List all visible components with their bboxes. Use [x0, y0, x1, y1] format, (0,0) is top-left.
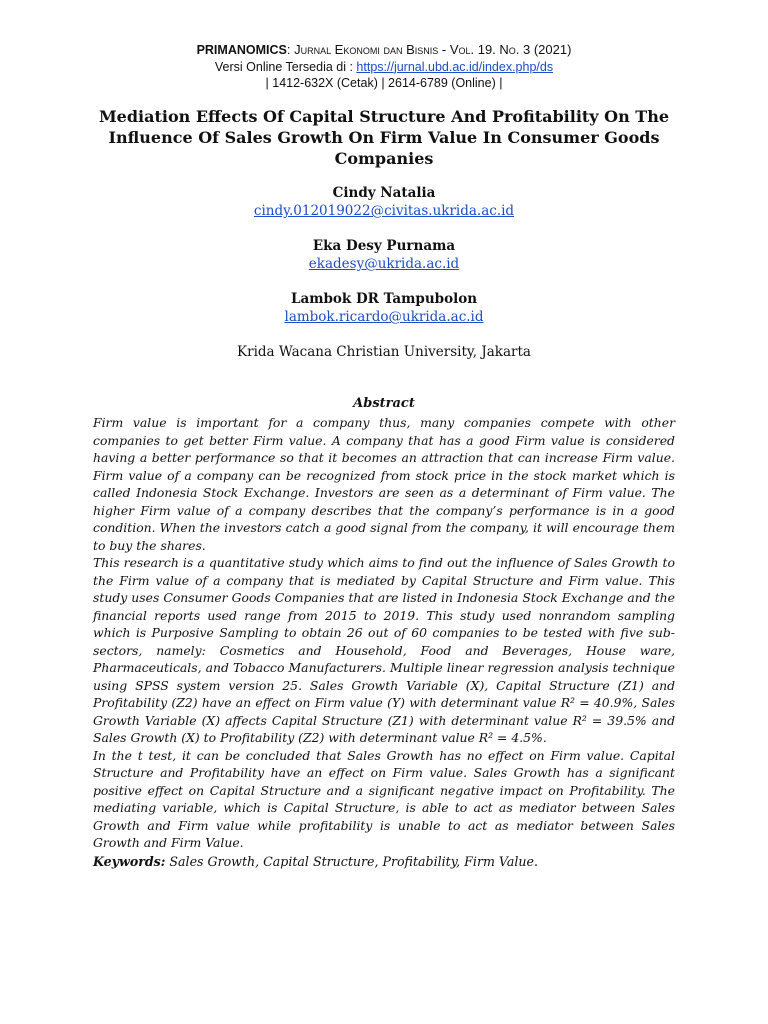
keywords-label: Keywords: — [93, 854, 166, 869]
affiliation: Krida Wacana Christian University, Jakarta — [237, 344, 531, 360]
journal-line — [0, 42, 768, 59]
online-prefix: Versi Online Tersedia di : — [214, 59, 357, 74]
author-name: Lambok DR Tampubolon — [290, 291, 478, 307]
keywords — [93, 854, 675, 869]
journal-url-link[interactable]: https://jurnal.ubd.ac.id/index.php/ds — [356, 59, 554, 74]
author-block — [0, 184, 768, 361]
issn-line: | 1412-632X (Cetak) | 2614-6789 (Online) | — [265, 76, 503, 90]
journal-subtitle: : Jurnal Ekonomi dan Bisnis - Vol. 19. No. 3 (2021) — [286, 42, 572, 57]
abstract-paragraph: This research is a quantitative study which aims to find out the influence of Sales Growth to the Firm value of a company that is mediated by Capital Structure and Firm value. This study uses Consumer Goods Companies that are listed in Indonesia Stock Exchange and the financial reports used range from 2015 to 2019. This study used nonrandom sampling which is Purposive Sampling to obtain 26 out of 60 companies to be tested with five sub-sectors, namely: Cosmetics and Household, Food and Beverages, House ware, Pharmaceuticals, and Tobacco Manufacturers. Multiple linear regression analysis technique using SPSS system version 25. Sales Growth Variable (X), Capital Structure (Z1) and Profitability (Z2) have an effect on Firm value (Y) with determinant value R² = 40.9%, Sales Growth Variable (X) affects Capital Structure (Z1) with determinant value R² = 39.5% and Sales Growth (X) to Profitability (Z2) with determinant value R² = 4.5%. — [93, 555, 675, 745]
journal-name: PRIMANOMICS — [196, 43, 287, 57]
journal-header — [0, 42, 768, 92]
author-email-link[interactable]: ekadesy@ukrida.ac.id — [308, 256, 460, 272]
author-email-link[interactable]: lambok.ricardo@ukrida.ac.id — [284, 309, 484, 325]
author-name: Cindy Natalia — [332, 185, 436, 201]
abstract-heading: Abstract — [353, 396, 415, 411]
paper-title: Mediation Effects Of Capital Structure And Profitability On The Influence Of Sales Growth On Firm Value In Consumer Goods Companies — [98, 107, 670, 168]
author-name: Eka Desy Purnama — [312, 238, 456, 254]
author-email-link[interactable]: cindy.012019022@civitas.ukrida.ac.id — [253, 203, 515, 219]
author-entry — [0, 184, 768, 220]
abstract-paragraph: In the t test, it can be concluded that Sales Growth has no effect on Firm value. Capital Structure and Profitability have an effect on Firm value. Sales Growth has a significant positive effect on Capital Structure and a significant negative impact on Profitability. The mediating variable, which is Capital Structure, is able to act as mediator between Sales Growth and Firm value while profitability is unable to act as mediator between Sales Growth and Firm Value. — [93, 747, 675, 850]
abstract-body — [93, 414, 675, 852]
keywords-text: Sales Growth, Capital Structure, Profitability, Firm Value. — [165, 854, 538, 869]
online-line — [0, 59, 768, 76]
author-entry — [0, 290, 768, 326]
author-entry — [0, 237, 768, 273]
abstract-paragraph: Firm value is important for a company thus, many companies compete with other companies to get better Firm value. A company that has a good Firm value is considered having a better performance so that it becomes an attraction that can increase Firm value. Firm value of a company can be recognized from stock price in the stock market which is called Indonesia Stock Exchange. Investors are seen as a determinant of Firm value. The higher Firm value of a company describes that the company’s performance is in a good condition. When the investors catch a good signal from the company, it will encourage them to buy the shares. — [93, 415, 675, 553]
